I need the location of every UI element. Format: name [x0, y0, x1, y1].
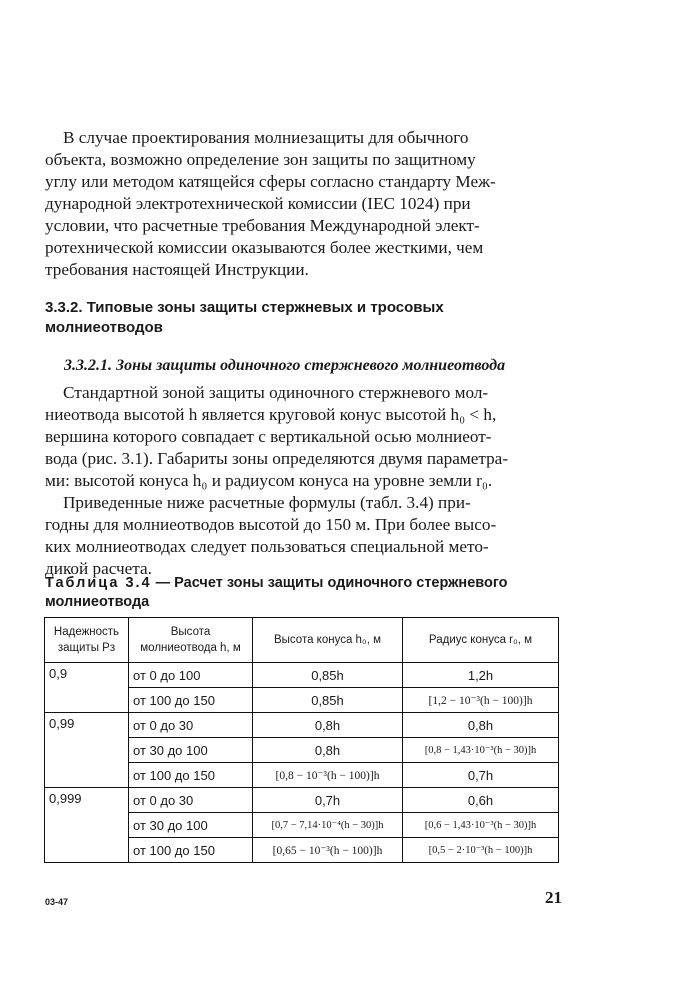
height-range-cell: от 30 до 100	[129, 813, 253, 838]
cone-radius-cell: 0,8h	[403, 713, 559, 738]
text-line: дикой расчета.	[45, 559, 152, 578]
paragraph-iec-option	[45, 127, 565, 281]
table-caption	[45, 574, 565, 612]
cone-radius-cell: 0,7h	[403, 763, 559, 788]
protection-zone-table	[44, 617, 559, 863]
text-line: ниеотвода высотой h является круговой конус высотой h₀ < h,	[45, 405, 497, 424]
reliability-cell: 0,9	[45, 663, 129, 713]
table-row	[45, 663, 559, 688]
cone-height-cell: 0,85h	[253, 688, 403, 713]
cone-height-cell: 0,8h	[253, 713, 403, 738]
height-range-cell: от 0 до 30	[129, 713, 253, 738]
cone-height-cell: 0,8h	[253, 738, 403, 763]
footer-code: 03-47	[45, 897, 69, 907]
text-line: годны для молниеотводов высотой до 150 м. При более высо-	[45, 515, 497, 534]
text-line: ких молниеотводах следует пользоваться специальной мето-	[45, 537, 489, 556]
height-range-cell: от 100 до 150	[129, 838, 253, 863]
subsection-heading: 3.3.2.1. Зоны защиты одиночного стержневого молниеотвода	[64, 357, 506, 374]
reliability-cell: 0,999	[45, 788, 129, 863]
paragraph-standard-zone	[45, 382, 565, 492]
height-range-cell: от 30 до 100	[129, 738, 253, 763]
cone-height-cell: [0,7 − 7,14·10⁻⁴(h − 30)]h	[253, 813, 403, 838]
cone-radius-cell: [1,2 − 10⁻³(h − 100)]h	[403, 688, 559, 713]
text-line: объекта, возможно определение зон защиты по защитному	[45, 150, 476, 169]
table-header-row	[45, 618, 559, 663]
reliability-cell: 0,99	[45, 713, 129, 788]
text-line: Стандартной зоной защиты одиночного стержневого мол-	[63, 383, 489, 402]
cone-radius-cell: [0,8 − 1,43·10⁻³(h − 30)]h	[403, 738, 559, 763]
text-line: вода (рис. 3.1). Габариты зоны определяются двумя параметра-	[45, 449, 509, 468]
cone-height-cell: [0,8 − 10⁻³(h − 100)]h	[253, 763, 403, 788]
cone-height-cell: [0,65 − 10⁻³(h − 100)]h	[253, 838, 403, 863]
text-line: углу или методом катящейся сферы согласно стандарту Меж-	[45, 172, 496, 191]
section-heading: 3.3.2. Типовые зоны защиты стержневых и тросовых молниеотводов	[45, 299, 444, 336]
text-line: ми: высотой конуса h₀ и радиусом конуса на уровне земли r₀.	[45, 471, 493, 490]
column-header: Радиус конуса r₀, м	[403, 618, 559, 663]
table-caption-text: — Расчет зоны защиты одиночного стержневого молниеотвода	[45, 575, 508, 610]
text-line: В случае проектирования молниезащиты для обычного	[63, 128, 469, 147]
text-line: требования настоящей Инструкции.	[45, 260, 309, 279]
text-line: вершина которого совпадает с вертикальной осью молниеот-	[45, 427, 492, 446]
height-range-cell: от 100 до 150	[129, 763, 253, 788]
text-line: Приведенные ниже расчетные формулы (табл. 3.4) при-	[63, 493, 471, 512]
cone-radius-cell: [0,6 − 1,43·10⁻³(h − 30)]h	[403, 813, 559, 838]
height-range-cell: от 100 до 150	[129, 688, 253, 713]
cone-radius-cell: [0,5 − 2·10⁻³(h − 100)]h	[403, 838, 559, 863]
table-row	[45, 713, 559, 738]
column-header: Надежность защиты Pз	[45, 618, 129, 663]
table-row	[45, 788, 559, 813]
table-caption-label: Таблица 3.4	[45, 575, 152, 591]
height-range-cell: от 0 до 100	[129, 663, 253, 688]
cone-radius-cell: 1,2h	[403, 663, 559, 688]
paragraph-formulas-note	[45, 492, 565, 580]
text-line: ротехнической комиссии оказываются более жесткими, чем	[45, 238, 484, 257]
text-line: дународной электротехнической комиссии (IEC 1024) при	[45, 194, 471, 213]
text-line: условии, что расчетные требования Международной элект-	[45, 216, 480, 235]
cone-radius-cell: 0,6h	[403, 788, 559, 813]
height-range-cell: от 0 до 30	[129, 788, 253, 813]
column-header: Высота молниеотвода h, м	[129, 618, 253, 663]
page-number: 21	[545, 888, 562, 907]
cone-height-cell: 0,85h	[253, 663, 403, 688]
column-header: Высота конуса h₀, м	[253, 618, 403, 663]
cone-height-cell: 0,7h	[253, 788, 403, 813]
